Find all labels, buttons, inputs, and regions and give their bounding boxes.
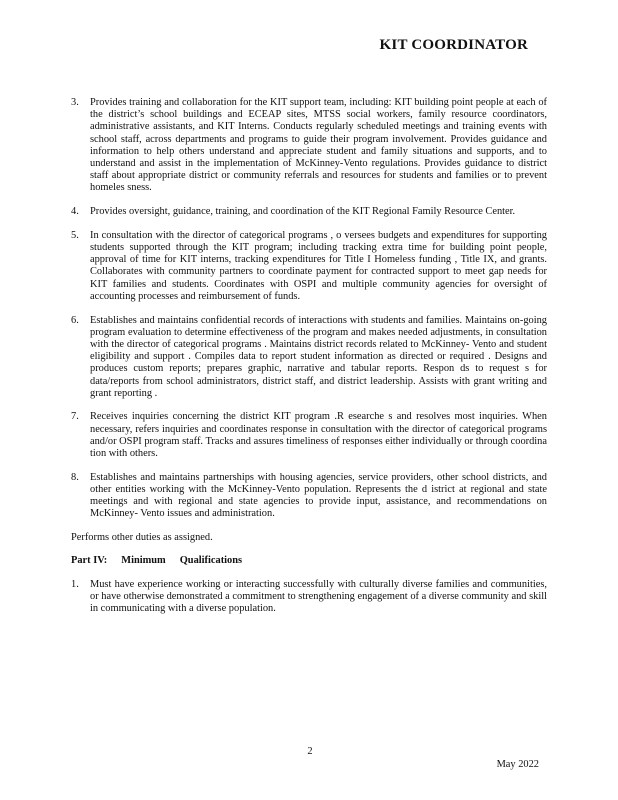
item-number: 4. (71, 206, 79, 218)
duty-item-5 (71, 230, 547, 303)
page-title: KIT COORDINATOR (379, 37, 528, 53)
item-text: Receives inquiries concerning the district KIT program .R esearche s and resolves most inquiries. When necessary, refers inquiries and coordinates response in consultation with the director of categorical programs and/or OSPI program staff. Tracks and assures timeliness of responses either individually or through coordina tion with others. (90, 411, 547, 460)
item-number: 3. (71, 97, 79, 108)
page-number: 2 (307, 746, 313, 757)
item-text: In consultation with the director of categorical programs , o versees budgets and expenditures for supporting students supported through the KIT program; including tracking extra time for building point people, approval of time for KIT interns, tracking expenditures for Title I Homeless funding , Title IX, and grants. Collaborates with community partners to coordinate payment for contracted support to meet gap needs for KIT families and students. Coordinates with OSPI and multiple community agencies for oversight of accounting processes and reimbursement of funds. (90, 229, 547, 302)
item-text: Provides oversight, guidance, training, and coordination of the KIT Regional Family Resource Center. (90, 206, 516, 218)
item-text: Establishes and maintains confidential records of interactions with students and families. Maintains on-going program evaluation to determine effectiveness of the program and makes needed adjustments, in consultation with the director of categorical programs . Maintains district records related to McKinney- Vento and student eligibility and support . Compiles data to report student information as directed or required . Designs and produces custom reports; prepares graphic, narrative and tabular reports. Respon ds to request s for data/reports from school administrators, district staff, and district leadership. Assists with grant writing and grant reporting . (90, 314, 547, 399)
item-number: 1. (71, 578, 79, 590)
item-number: 8. (71, 471, 79, 483)
item-number: 6. (71, 314, 79, 326)
item-text: Must have experience working or interacting successfully with culturally diverse families and communities, or have otherwise demonstrated a commitment to strengthening engagement of a diverse community and skill in communicating with a diverse population. (90, 578, 547, 614)
qualification-item-1 (71, 579, 547, 616)
heading-word-minimum: Minimum (121, 555, 166, 567)
footer-date: May 2022 (496, 759, 539, 770)
duty-item-8 (71, 472, 547, 521)
other-duties-text: Performs other duties as assigned. (71, 532, 213, 544)
item-text: Establishes and maintains partnerships with housing agencies, service providers, other school districts, and other entities working with the McKinney-Vento population. Represents the d istrict at regional and state meetings and with regional and state agencies to provide input, assistance, and recommendations on McKinney- Vento issues and administration. (90, 471, 547, 520)
duty-item-6 (71, 315, 547, 400)
part-label: Part IV: (71, 555, 108, 567)
item-text: Provides training and collaboration for the KIT support team, including: KIT building point people at each of the district’s school buildings and ECEAP sites, MTSS social workers, family resource coordinators, administrative assistants, and KIT Interns. Conducts regularly scheduled meetings and training events with school staff, across departments and programs to guide their program involvement. Provides guidance and information to help others understand and appreciate student and family situations and supports, and to understand and assist in the implementation of McKinney-Vento regulations. Provides guidance to district staff about appropriate district or community referrals and resources for students and families or to prevent homeles sness. (90, 97, 547, 194)
duty-item-4 (71, 206, 547, 218)
section-heading (71, 555, 547, 567)
item-number: 7. (71, 411, 79, 423)
document-body (71, 97, 547, 627)
duty-item-3 (71, 97, 547, 195)
item-number: 5. (71, 229, 79, 241)
heading-word-qualifications: Qualifications (179, 555, 243, 567)
duty-item-7 (71, 411, 547, 460)
